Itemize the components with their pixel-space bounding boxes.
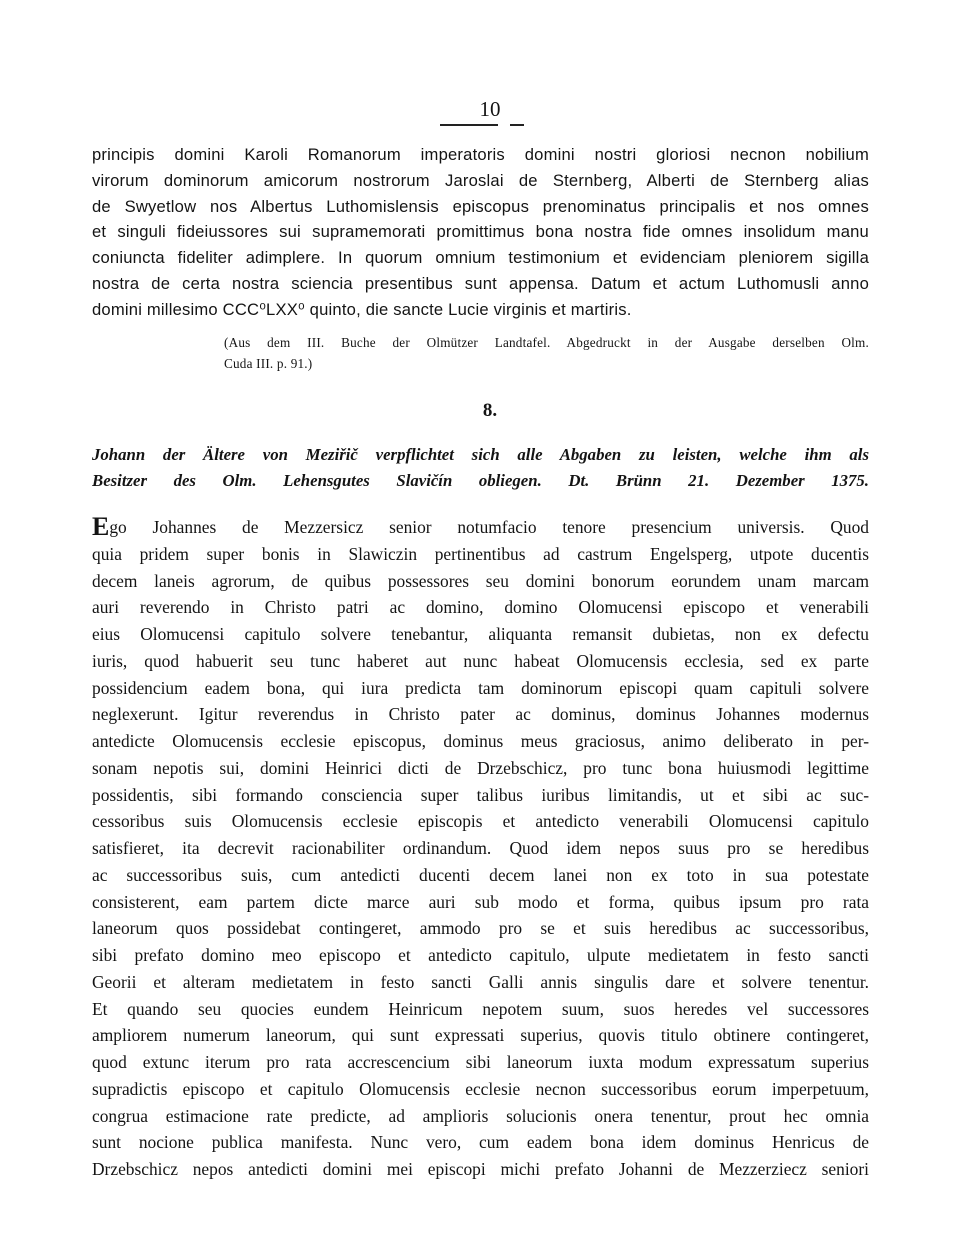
body-line: sibi prefato domino meo episcopo et antedicto capitulo, ulpute medietatem in festo sancti <box>92 945 869 965</box>
initial-letter: E <box>92 514 110 541</box>
body-line: Georii et alteram medietatem in festo sancti Galli annis singulis dare et solvere tenentur. <box>92 971 869 992</box>
document-number: 8. <box>482 400 498 421</box>
body-line: sunt nocione publica manifesta. Nunc vero, cum eadem bona idem dominus Henricus de <box>92 1132 869 1153</box>
body-line: possidencium eadem bona, qui iura predicta tam dominorum episcopi quam capituli solvere <box>92 677 869 698</box>
body-first-line-text: go Johannes de Mezzersicz senior notumfacio tenore presencium universis. Quod <box>109 517 869 537</box>
body-line: cessoribus suis Olomucensis ecclesie episcopis et antedicto venerabili Olomucensi capitulo <box>92 811 869 832</box>
text-line: et singuli fideiussores sui supramemorati promittimus bona nostra fide omnes insolidum manu <box>92 222 869 242</box>
source-note-line: (Aus dem III. Buche der Olmützer Landtafel. Abgedruckt in der Ausgabe derselben Olm. <box>224 335 869 350</box>
document-body <box>92 514 869 1183</box>
body-first-line <box>92 514 869 541</box>
body-line: laneorum quos possidebat contingeret, ammodo pro se et suis heredibus ac successoribus, <box>92 918 869 939</box>
body-line: auri reverendo in Christo patri ac domino, domino Olomucensi episcopo et venerabili <box>92 597 869 618</box>
body-line: ac successoribus suis, cum antedicti ducenti decem lanei non ex toto in sua potestate <box>92 864 869 885</box>
header-rule-long <box>440 124 498 126</box>
header-rule-short <box>510 124 524 126</box>
body-line: congrua estimacione rate predicte, ad amplioris solucionis onera tenentur, prout hec omnia <box>92 1105 869 1126</box>
body-line: eius Olomucensi capitulo solvere tenebantur, aliquanta remansit dubietas, non ex defectu <box>92 624 869 644</box>
body-line: decem laneis agrorum, de quibus possessores seu domini bonorum eorundem unam marcam <box>92 570 869 591</box>
body-line: sonam nepotis sui, domini Heinrici dicti de Drzebschicz, pro tunc bona huiusmodi legittime <box>92 757 869 778</box>
text-line: coniuncta fideliter adimplere. In quorum omnium testimonium et evidenciam pleniorem sigilla <box>92 248 869 268</box>
body-line: neglexerunt. Igitur reverendus in Christo pater ac dominus, dominus Johannes modernus <box>92 704 869 725</box>
previous-document-text <box>92 142 869 323</box>
body-line: ampliorem numerum laneorum, qui sunt expressati superius, quovis titulo obtinere contingeret, <box>92 1025 869 1046</box>
body-line: Drzebschicz nepos antedicti domini mei episcopi michi prefato Johanni de Mezzerziecz seniori <box>92 1159 869 1179</box>
source-note <box>224 332 869 374</box>
source-note-line: Cuda III. p. 91.) <box>224 356 313 371</box>
body-line: iuris, quod habuerit seu tunc haberet aut nunc habeat Olomucensis ecclesia, sed ex parte <box>92 650 869 671</box>
text-line: domini millesimo CCC⁰LXX⁰ quinto, die sancte Lucie virginis et martiris. <box>92 299 632 319</box>
document-regest <box>92 442 869 494</box>
text-line: nostra de certa nostra sciencia presentibus sunt appensa. Datum et actum Luthomusli anno <box>92 273 869 293</box>
body-line: consisterent, eam partem dicte marce auri sub modo et forma, quibus ipsum pro rata <box>92 891 869 912</box>
page-number: 10 <box>479 97 501 121</box>
regest-line: Johann der Ältere von Meziřič verpflichtet sich alle Abgaben zu leisten, welche ihm als <box>92 445 869 464</box>
body-line: Et quando seu quocies eundem Heinricum nepotem suum, suos heredes vel successores <box>92 998 869 1019</box>
text-line: de Swyetlow nos Albertus Luthomislensis episcopus prenominatus principalis et nos omnes <box>92 196 869 216</box>
body-line: quod extunc iterum pro rata accrescencium sibi laneorum iuxta modum expressatum superius <box>92 1052 869 1072</box>
body-line: antedicte Olomucensis ecclesie episcopus, dominus meus graciosus, animo deliberato in per- <box>92 731 869 751</box>
body-line: possidentis, sibi formando consciencia super talibus iuribus limitandis, ut et sibi ac suc- <box>92 784 869 805</box>
body-line: supradictis episcopo et capitulo Olomucensis ecclesie necnon successoribus eorum imperpetuum, <box>92 1078 869 1099</box>
regest-line: Besitzer des Olm. Lehensgutes Slavičín obliegen. Dt. Brünn 21. Dezember 1375. <box>92 471 869 490</box>
body-line: quia pridem super bonis in Slawiczin pertinentibus ad castrum Engelsperg, utpote ducentis <box>92 543 869 564</box>
text-line: virorum dominorum amicorum nostrorum Jaroslai de Sternberg, Alberti de Sternberg alias <box>92 170 869 190</box>
text-line: principis domini Karoli Romanorum imperatoris domini nostri gloriosi necnon nobilium <box>92 145 869 164</box>
body-line: satisfieret, ita decrevit racionabiliter ordinandum. Quod idem nepos suus pro se heredibus <box>92 838 869 858</box>
